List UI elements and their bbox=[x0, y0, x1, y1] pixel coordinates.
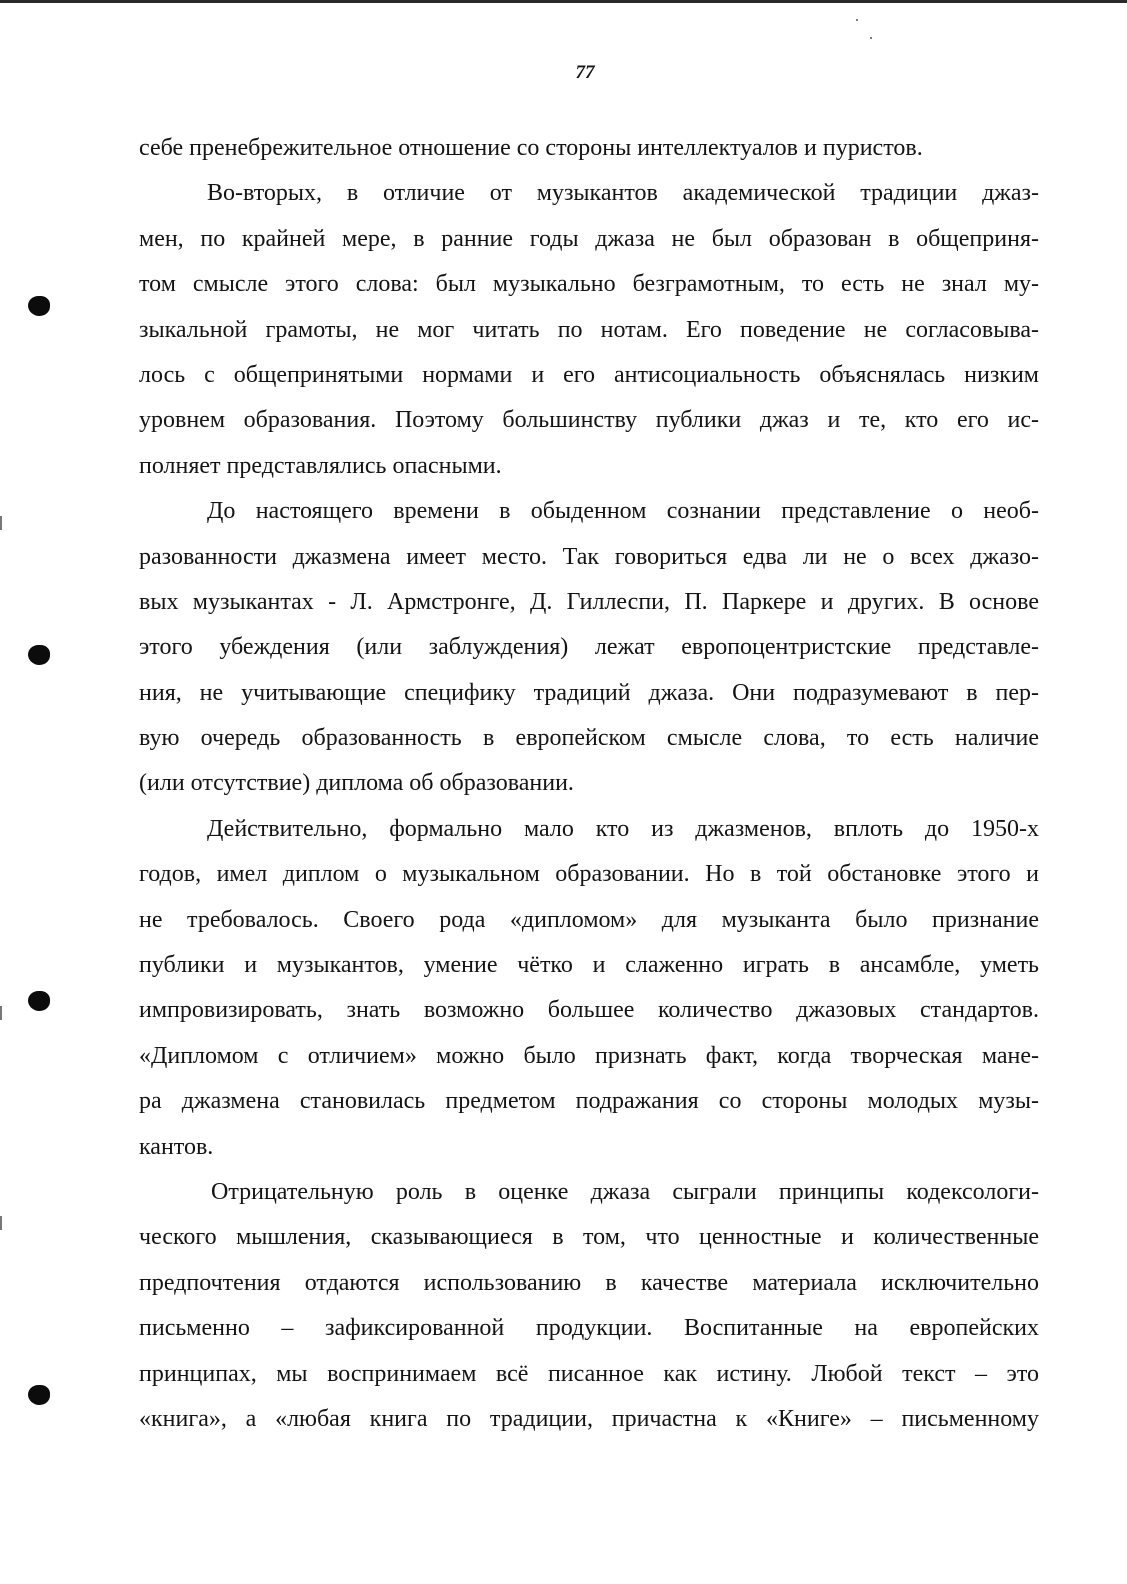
scan-edge-mark bbox=[0, 1006, 2, 1020]
page-number: 77 bbox=[575, 62, 595, 83]
text-line: том смысле этого слова: был музыкально безграмотным, то есть не знал му- bbox=[139, 271, 1039, 298]
scan-speck bbox=[856, 19, 858, 21]
text-line: (или отсутствие) диплома об образовании. bbox=[139, 770, 574, 797]
scan-speck bbox=[870, 37, 872, 39]
binding-hole-mark bbox=[28, 296, 50, 316]
text-line: мен, по крайней мере, в ранние годы джаза не был образован в общеприня- bbox=[139, 225, 1039, 252]
text-line: письменно – зафиксированной продукции. Воспитанные на европейских bbox=[139, 1315, 1039, 1342]
text-line: До настоящего времени в обыденном сознании представление о необ- bbox=[207, 498, 1039, 525]
text-line: «книга», а «любая книга по традиции, причастна к «Книге» – письменному bbox=[139, 1405, 1039, 1432]
text-line: Действительно, формально мало кто из джазменов, вплоть до 1950-х bbox=[207, 815, 1039, 842]
binding-hole-mark bbox=[28, 1385, 50, 1405]
text-line: ра джазмена становилась предметом подражания со стороны молодых музы- bbox=[139, 1088, 1039, 1115]
text-line: зыкальной грамоты, не мог читать по нотам. Его поведение не согласовыва- bbox=[139, 316, 1039, 343]
text-line: уровнем образования. Поэтому большинству публики джаз и те, кто его ис- bbox=[139, 407, 1039, 434]
text-line: предпочтения отдаются использованию в качестве материала исключительно bbox=[139, 1269, 1039, 1296]
body-text bbox=[139, 126, 1039, 1442]
text-line: Отрицательную роль в оценке джаза сыграли принципы кодексологи- bbox=[211, 1178, 1039, 1205]
binding-hole-mark bbox=[28, 991, 50, 1011]
scan-edge-mark bbox=[0, 1216, 2, 1230]
text-line: ния, не учитывающие специфику традиций джаза. Они подразумевают в пер- bbox=[139, 679, 1039, 706]
top-border-rule bbox=[0, 0, 1127, 3]
text-line: ческого мышления, сказывающиеся в том, что ценностные и количественные bbox=[139, 1224, 1039, 1251]
text-line: годов, имел диплом о музыкальном образовании. Но в той обстановке этого и bbox=[139, 861, 1039, 888]
text-line: принципах, мы воспринимаем всё писанное как истину. Любой текст – это bbox=[139, 1360, 1039, 1387]
text-line: импровизировать, знать возможно большее количество джазовых стандартов. bbox=[139, 997, 1039, 1024]
text-line: полняет представлялись опасными. bbox=[139, 452, 502, 479]
text-line: не требовалось. Своего рода «дипломом» для музыканта было признание bbox=[139, 906, 1039, 933]
text-line: лось с общепринятыми нормами и его антисоциальность объяснялась низким bbox=[139, 361, 1039, 388]
scan-edge-mark bbox=[0, 516, 2, 530]
text-line: себе пренебрежительное отношение со стороны интеллектуалов и пуристов. bbox=[139, 135, 923, 161]
text-line: «Дипломом с отличием» можно было признать факт, когда творческая мане- bbox=[139, 1042, 1039, 1069]
text-line: вую очередь образованность в европейском смысле слова, то есть наличие bbox=[139, 725, 1039, 752]
text-line: публики и музыкантов, умение чётко и слаженно играть в ансамбле, уметь bbox=[139, 952, 1039, 979]
text-line: вых музыкантах - Л. Армстронге, Д. Гиллеспи, П. Паркере и других. В основе bbox=[139, 588, 1039, 615]
text-line: Во-вторых, в отличие от музыкантов академической традиции джаз- bbox=[207, 180, 1039, 207]
text-line: разованности джазмена имеет место. Так говориться едва ли не о всех джазо- bbox=[139, 543, 1039, 570]
binding-hole-mark bbox=[28, 645, 50, 665]
text-line: этого убеждения (или заблуждения) лежат европоцентристские представле- bbox=[139, 634, 1039, 661]
text-line: кантов. bbox=[139, 1133, 214, 1160]
